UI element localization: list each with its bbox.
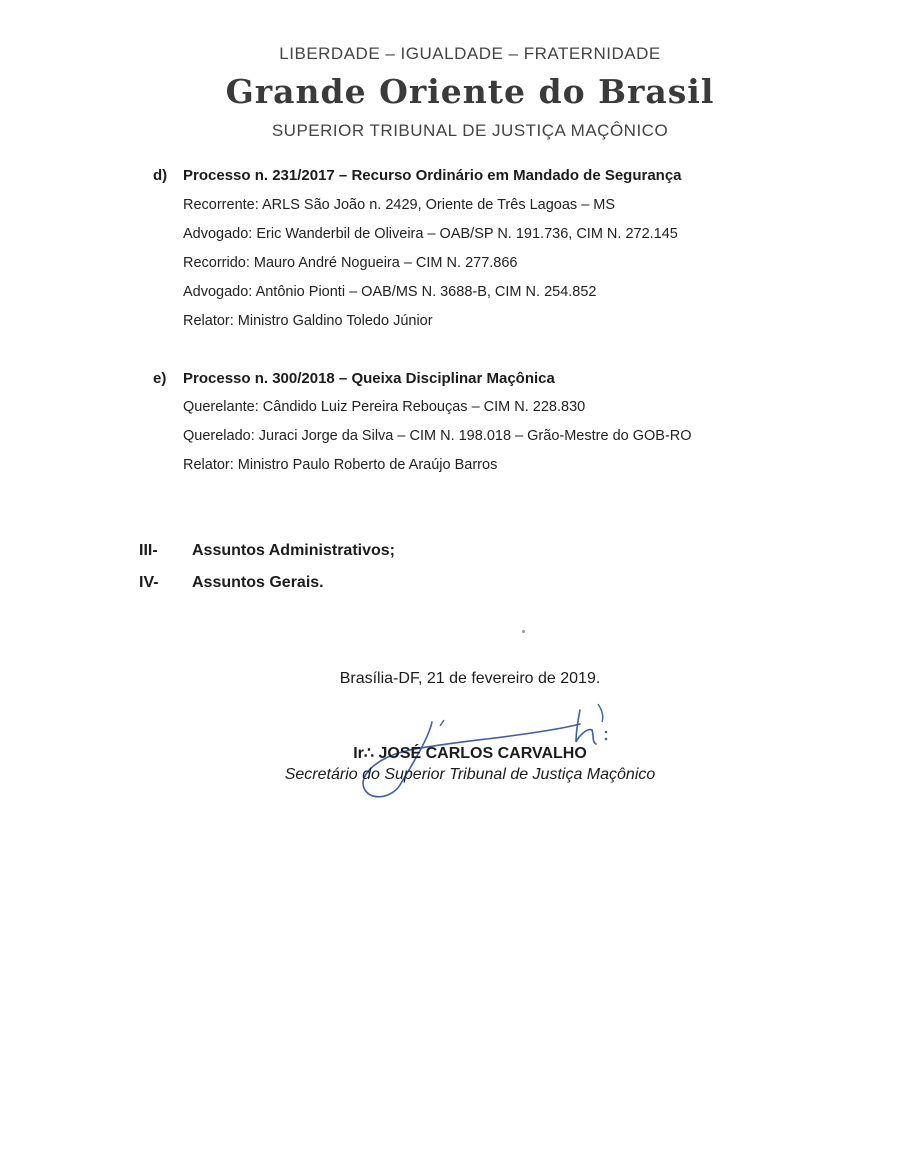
case-line: Querelante: Cândido Luiz Pereira Rebouças – CIM N. 228.830 bbox=[183, 399, 586, 415]
motto: LIBERDADE – IGUALDADE – FRATERNIDADE bbox=[279, 44, 661, 63]
case-heading: Processo n. 231/2017 – Recurso Ordinário em Mandado de Segurança bbox=[183, 167, 682, 184]
case-letter: d) bbox=[153, 167, 168, 184]
agenda-text: Assuntos Gerais. bbox=[192, 574, 324, 591]
case-line: Querelado: Juraci Jorge da Silva – CIM N. 198.018 – Grão-Mestre do GOB-RO bbox=[183, 428, 692, 444]
signer-name: Ir∴ JOSÉ CARLOS CARVALHO bbox=[353, 745, 587, 762]
organization-name: Grande Oriente do Brasil bbox=[225, 72, 715, 111]
case-line: Relator: Ministro Galdino Toledo Júnior bbox=[183, 313, 433, 329]
case-letter: e) bbox=[153, 370, 167, 387]
case-line: Advogado: Antônio Pionti – OAB/MS N. 3688-B, CIM N. 254.852 bbox=[183, 284, 597, 300]
case-heading: Processo n. 300/2018 – Queixa Disciplinar Maçônica bbox=[183, 370, 555, 387]
agenda-number: IV- bbox=[139, 574, 159, 591]
case-line: Recorrido: Mauro André Nogueira – CIM N. 277.866 bbox=[183, 255, 518, 271]
place-date: Brasília-DF, 21 de fevereiro de 2019. bbox=[339, 670, 601, 687]
scan-speck bbox=[522, 630, 525, 633]
tribunal-name: SUPERIOR TRIBUNAL DE JUSTIÇA MAÇÔNICO bbox=[271, 121, 669, 140]
case-line: Relator: Ministro Paulo Roberto de Araújo Barros bbox=[183, 457, 498, 473]
signer-role: Secretário do Superior Tribunal de Justiça Maçônico bbox=[284, 766, 656, 783]
agenda-number: III- bbox=[139, 542, 158, 559]
agenda-text: Assuntos Administrativos; bbox=[192, 542, 395, 559]
case-line: Recorrente: ARLS São João n. 2429, Oriente de Três Lagoas – MS bbox=[183, 197, 616, 213]
case-line: Advogado: Eric Wanderbil de Oliveira – OAB/SP N. 191.736, CIM N. 272.145 bbox=[183, 226, 678, 242]
